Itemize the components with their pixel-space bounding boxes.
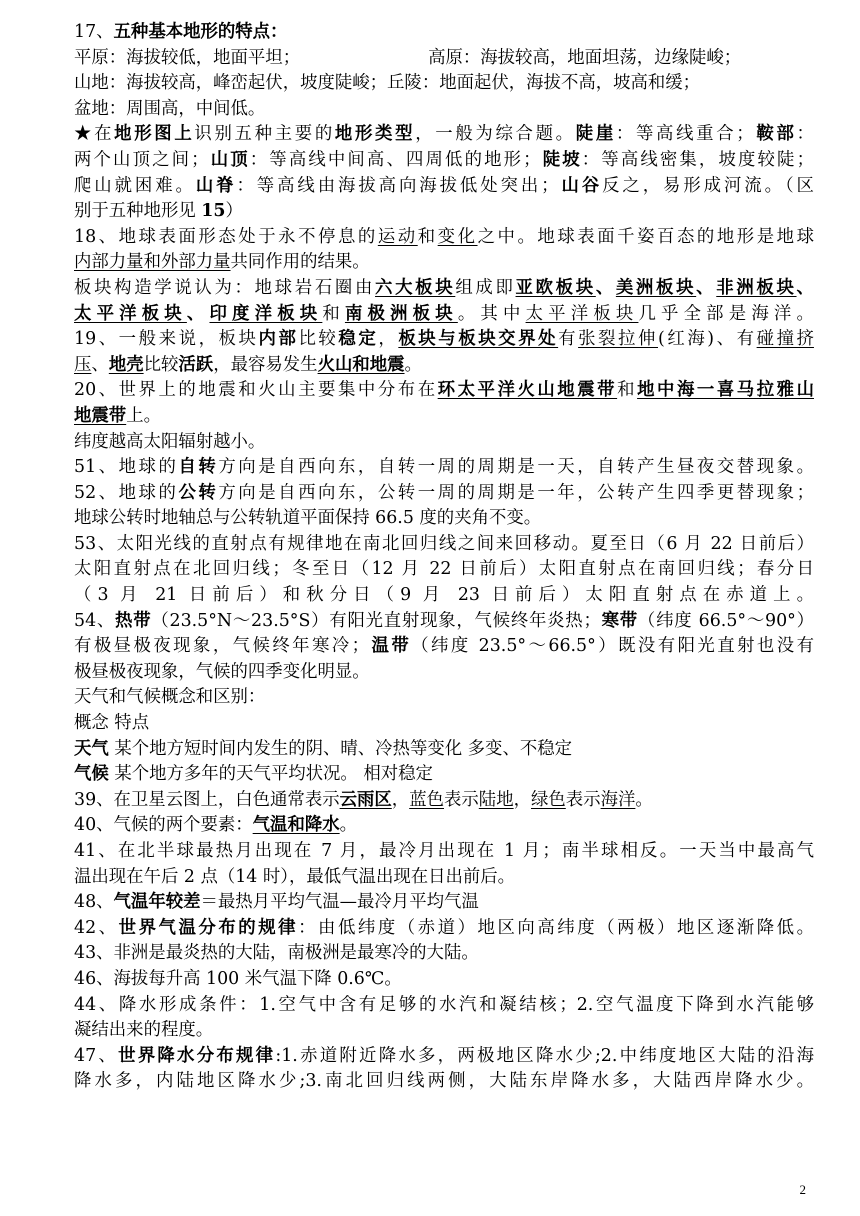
text-span: (红海)、有 <box>657 329 757 350</box>
text-span: 方向是自西向东，自转一周的周期是一天，自转产生昼夜交替现象。 <box>218 457 814 478</box>
text-span: ：等高线密集，坡度较陡； <box>581 149 814 170</box>
bold-text: 云雨区 <box>339 789 392 810</box>
text-span: ， <box>378 329 399 350</box>
underlined-text: 碰撞挤 <box>756 329 814 350</box>
text-span: 之中。地球表面千姿百态的地形是地球 <box>477 226 814 247</box>
text-span: 板块构造学说认为：地球岩石圈由 <box>74 277 376 298</box>
text-span: 高原：海拔较高，地面坦荡，边缘陡峻； <box>428 47 742 68</box>
text-line <box>74 250 814 276</box>
bold-text: 环太平洋火山地震带 <box>437 380 618 401</box>
text-span: 46、海拔每升高 100 米气温下降 0.6℃。 <box>74 968 402 989</box>
underlined-text: 太平洋板块 <box>525 303 639 324</box>
text-span: ★在 <box>74 124 115 145</box>
bold-text: 、 <box>696 277 717 298</box>
bold-text: 亚欧板块 <box>515 277 596 298</box>
bold-text: 地壳 <box>108 354 144 375</box>
text-span: 和 <box>417 226 438 247</box>
bold-text: 地形图上 <box>114 124 195 145</box>
bold-text: 山脊 <box>195 175 237 196</box>
bold-text: 板块与板块交界处 <box>398 329 559 350</box>
text-line <box>74 122 814 148</box>
text-line <box>74 967 814 993</box>
text-span: 39、在卫星云图上，白色通常表示 <box>74 789 340 810</box>
text-span: 平原：海拔较低，地面平坦； <box>74 47 301 68</box>
text-span: 43、非洲是最炎热的大陆，南极洲是最寒冷的大陆。 <box>74 943 479 964</box>
bold-text: 气温年较差 <box>113 892 201 913</box>
text-line <box>74 660 814 686</box>
text-span: 有极昼极夜现象，气候终年寒冷； <box>74 636 370 657</box>
text-span: 。 <box>635 789 653 810</box>
text-span: 和 <box>617 380 638 401</box>
text-span: ： <box>796 124 814 145</box>
text-span: 识别五种主要的 <box>194 124 335 145</box>
text-line <box>74 737 814 763</box>
bold-text: 15 <box>201 201 226 222</box>
text-line <box>74 532 814 558</box>
bold-text: 天气 <box>74 738 109 759</box>
text-line <box>74 609 814 635</box>
bold-text: 、 <box>595 277 616 298</box>
text-line <box>74 353 814 379</box>
underlined-text: 变化 <box>437 226 478 247</box>
text-line <box>74 916 814 942</box>
text-span: 、 <box>91 354 109 375</box>
text-span: 51、地球的 <box>74 457 179 478</box>
text-span: 48、 <box>74 892 114 913</box>
text-span: ：由低纬度（赤道）地区向高纬度（两极）地区逐渐降低。 <box>298 917 814 938</box>
bold-text: 印度洋板块 <box>209 303 323 324</box>
text-line <box>74 506 814 532</box>
bold-text: 世界气温分布的规律 <box>118 917 299 938</box>
text-span: 爬山就困难。 <box>74 175 196 196</box>
bold-text: 五种基本地形的特点： <box>113 22 288 42</box>
text-span: ，最容易发生 <box>213 354 318 375</box>
text-span: ：等高线由海拔高向海拔低处突出； <box>236 175 559 196</box>
text-line <box>74 302 814 328</box>
text-span: 共同作用的结果。 <box>230 252 370 273</box>
text-span: 42、 <box>74 917 119 938</box>
text-line <box>74 71 814 97</box>
text-span: 组成即 <box>455 277 516 298</box>
text-span: ） <box>225 201 243 222</box>
text-line <box>74 46 814 72</box>
bold-text: 公转 <box>178 482 219 503</box>
text-span: （3 月 21 日前后）和秋分日（9 月 23 日前后）太阳直射点在赤道上。 <box>74 585 814 606</box>
text-line <box>74 225 814 251</box>
text-span: 54、 <box>74 610 116 631</box>
text-line <box>74 430 814 456</box>
bold-text: 气温和降水 <box>252 815 340 836</box>
text-line <box>74 762 814 788</box>
bold-text: 非洲板块 <box>716 277 797 298</box>
text-span: 别于五种地形见 <box>74 201 202 222</box>
underlined-text: 绿色 <box>531 789 566 810</box>
text-span: 极昼极夜现象，气候的四季变化明显。 <box>74 661 370 682</box>
text-line <box>74 378 814 404</box>
text-span: （纬度 66.5°～90°） <box>637 610 814 631</box>
text-span: 方向是自西向东，公转一周的周期是一年，公转产生四季更替现象； <box>218 482 814 503</box>
text-span: （23.5°N～23.5°S）有阳光直射现象，气候终年炎热； <box>151 610 601 631</box>
text-span: ：等高线重合； <box>615 124 754 145</box>
text-span: ：等高线中间高、四周低的地形； <box>249 149 541 170</box>
bold-text: 南极洲板块 <box>344 303 458 324</box>
text-line <box>74 685 814 711</box>
text-span: 概念 特点 <box>74 713 150 734</box>
bold-text: 地震带 <box>74 405 127 426</box>
bold-text: 世界降水分布规律 <box>118 1045 276 1066</box>
text-line <box>74 481 814 507</box>
text-line <box>74 174 814 200</box>
page-number: 2 <box>799 1182 806 1197</box>
text-span: 。 <box>339 815 358 836</box>
document-body <box>74 20 814 1095</box>
text-span: 某个地方短时间内发生的阴、晴、冷热等变化 多变、不稳定 <box>108 738 573 759</box>
bold-text: 、 <box>186 303 210 324</box>
bold-text: 火山和地震 <box>317 354 405 375</box>
text-span: 几乎全部是海洋。 <box>638 303 814 324</box>
text-line <box>74 148 814 174</box>
text-line <box>74 97 814 123</box>
text-span: 某个地方多年的天气平均状况。 相对稳定 <box>108 764 433 785</box>
bold-text: 寒带 <box>600 610 638 631</box>
bold-text: 气候 <box>74 764 109 785</box>
text-span: 山地：海拔较高，峰峦起伏，坡度陡峻；丘陵：地面起伏，海拔不高，坡高和缓； <box>74 73 701 94</box>
bold-text: 山谷 <box>558 175 603 196</box>
underlined-text: 张裂拉伸 <box>578 329 658 350</box>
text-span: 和 <box>322 303 345 324</box>
text-span: 41、在北半球最热月出现在 7 月，最冷月出现在 1 月；南半球相反。一天当中最高气 <box>74 841 814 861</box>
text-span: 17、 <box>74 22 114 42</box>
text-span: 19、一般来说，板块 <box>74 329 259 350</box>
text-line <box>74 839 814 865</box>
text-span: 地球公转时地轴总与公转轨道平面保持 66.5 度的夹角不变。 <box>74 508 542 529</box>
text-line <box>74 199 814 225</box>
text-line <box>74 634 814 660</box>
bold-text: 美洲板块 <box>615 277 697 298</box>
bold-text: 内部 <box>258 329 299 350</box>
underlined-text: 蓝色 <box>409 789 444 810</box>
bold-text: 温带 <box>369 636 412 657</box>
text-line <box>74 788 814 814</box>
text-line <box>74 20 814 46</box>
text-span: 表示 <box>444 789 479 810</box>
text-line <box>74 1044 814 1070</box>
underlined-text: 海洋 <box>600 789 636 810</box>
text-span: 比较 <box>298 329 339 350</box>
underlined-text: 陆地 <box>478 789 514 810</box>
text-span: ， <box>391 789 410 810</box>
text-span: 反之，易形成河流。（区 <box>602 175 814 196</box>
bold-text: 陡崖 <box>575 124 616 145</box>
text-span: :1.赤道附近降水多，两极地区降水少;2.中纬度地区大陆的沿海 <box>275 1045 814 1066</box>
text-span: 52、地球的 <box>74 482 179 503</box>
text-span: 53、太阳光线的直射点有规律地在南北回归线之间来回移动。夏至日（6 月 22 日前后） <box>74 533 814 554</box>
text-span: ＝最热月平均气温—最冷月平均气温 <box>200 892 479 913</box>
bold-text: 自转 <box>178 457 219 478</box>
text-span: 上。 <box>126 405 161 426</box>
bold-text: 活跃 <box>178 354 214 375</box>
text-line <box>74 941 814 967</box>
text-span: 比较 <box>143 354 179 375</box>
text-span: 天气和气候概念和区别： <box>74 687 266 708</box>
text-span: 表示 <box>565 789 601 810</box>
bold-text: 热带 <box>115 610 152 631</box>
bold-text: 地中海一喜马拉雅山 <box>637 380 814 401</box>
bold-text: 、 <box>796 277 814 298</box>
text-line <box>74 276 814 302</box>
text-line <box>74 1069 814 1095</box>
text-line <box>74 865 814 891</box>
text-line <box>74 404 814 430</box>
text-line <box>74 583 814 609</box>
underlined-text: 运动 <box>377 226 418 247</box>
text-span: 20、世界上的地震和火山主要集中分布在 <box>74 380 438 401</box>
bold-text: 稳定 <box>338 329 379 350</box>
text-span: 太阳直射点在北回归线；冬至日（12 月 22 日前后）太阳直射点在南回归线；春分日 <box>74 559 814 580</box>
text-span: 47、 <box>74 1045 119 1066</box>
bold-text: 山顶 <box>208 149 250 170</box>
text-span: （纬度 23.5°～66.5°）既没有阳光直射也没有 <box>411 636 814 657</box>
text-span: 有 <box>558 329 579 350</box>
text-line <box>74 327 814 353</box>
text-line <box>74 813 814 839</box>
bold-text: 陡坡 <box>540 149 582 170</box>
text-span: 40、气候的两个要素： <box>74 815 253 836</box>
text-span: ， <box>513 789 531 810</box>
bold-text: 太平洋板块 <box>74 303 187 324</box>
text-span: 。 <box>404 354 422 375</box>
underlined-text: 内部力量和外部力量 <box>74 252 231 273</box>
text-span: 。其中 <box>457 303 526 324</box>
text-span: 两个山顶之间； <box>74 149 209 170</box>
bold-text: 地形类型 <box>334 124 416 145</box>
bold-text: 鞍部 <box>753 124 797 145</box>
text-span: 18、地球表面形态处于永不停息的 <box>74 226 378 247</box>
text-span: 盆地：周围高，中间低。 <box>74 98 266 119</box>
text-span: 温出现在午后 2 点（14 时），最低气温出现在日出前后。 <box>74 866 516 887</box>
text-line <box>74 557 814 583</box>
underlined-text: 压 <box>74 354 92 375</box>
bold-text: 六大板块 <box>375 277 456 298</box>
text-line <box>74 890 814 916</box>
text-span: ，一般为综合题。 <box>415 124 576 145</box>
text-line <box>74 1018 814 1044</box>
text-line <box>74 993 814 1019</box>
text-line <box>74 455 814 481</box>
text-span: 降水多，内陆地区降水少;3.南北回归线两侧，大陆东岸降水多，大陆西岸降水少。 <box>74 1071 814 1092</box>
text-span: 纬度越高太阳辐射越小。 <box>74 431 266 452</box>
text-line <box>74 711 814 737</box>
text-span: 凝结出来的程度。 <box>74 1020 214 1041</box>
text-span: 44、降水形成条件：1.空气中含有足够的水汽和凝结核；2.空气温度下降到水汽能够 <box>74 994 814 1015</box>
